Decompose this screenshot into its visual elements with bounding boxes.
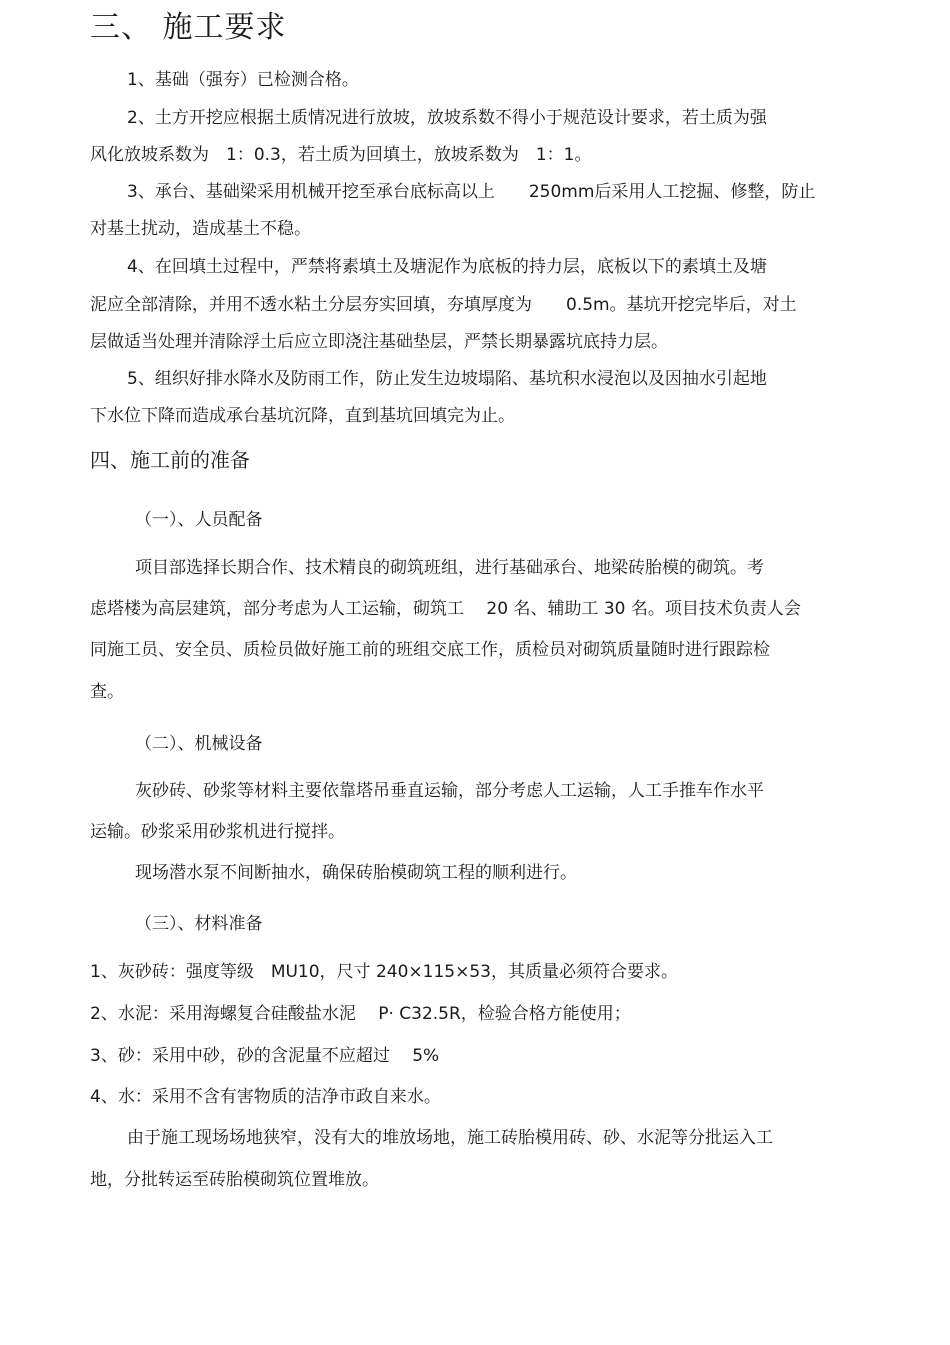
equipment-line-3: 现场潜水泵不间断抽水，确保砖胎模砌筑工程的顺利进行。: [135, 863, 577, 883]
equipment-line-1: 灰砂砖、砂浆等材料主要依靠塔吊垂直运输，部分考虑人工运输，人工手推车作水平: [135, 781, 764, 801]
requirement-4-line-1: 4、在回填土过程中，严禁将素填土及塘泥作为底板的持力层，底板以下的素填土及塘: [127, 257, 767, 277]
equipment-line-2: 运输。砂浆采用砂浆机进行搅拌。: [90, 822, 345, 842]
section-4-title: 四、施工前的准备: [90, 448, 250, 472]
material-item-3: 3、砂：采用中砂，砂的含泥量不应超过 5%: [90, 1046, 440, 1066]
materials-closing-line-2: 地，分批转运至砖胎模砌筑位置堆放。: [90, 1170, 379, 1190]
requirement-3-line-1: 3、承台、基础梁采用机械开挖至承台底标高以上 250mm后采用人工挖掘、修整，防止: [127, 182, 816, 202]
personnel-line-3: 同施工员、安全员、质检员做好施工前的班组交底工作，质检员对砌筑质量随时进行跟踪检: [90, 640, 770, 660]
section-3-title: 三、 施工要求: [90, 10, 287, 45]
personnel-line-4: 查。: [90, 682, 124, 702]
personnel-line-1: 项目部选择长期合作、技术精良的砌筑班组，进行基础承台、地梁砖胎模的砌筑。考: [135, 558, 764, 578]
requirement-2-line-2: 风化放坡系数为 1：0.3，若土质为回填土，放坡系数为 1：1。: [90, 145, 592, 165]
requirement-5-line-1: 5、组织好排水降水及防雨工作，防止发生边坡塌陷、基坑积水浸泡以及因抽水引起地: [127, 369, 767, 389]
material-item-4: 4、水：采用不含有害物质的洁净市政自来水。: [90, 1087, 441, 1107]
materials-heading: （三）、材料准备: [135, 914, 263, 934]
equipment-heading: （二）、机械设备: [135, 734, 263, 754]
material-item-2: 2、水泥：采用海螺复合硅酸盐水泥 P· C32.5R，检验合格方能使用；: [90, 1004, 631, 1024]
requirement-2-line-1: 2、土方开挖应根据土质情况进行放坡，放坡系数不得小于规范设计要求，若土质为强: [127, 108, 767, 128]
personnel-heading: （一）、人员配备: [135, 510, 263, 530]
requirement-3-line-2: 对基土扰动，造成基土不稳。: [90, 219, 311, 239]
materials-closing-line-1: 由于施工现场场地狭窄，没有大的堆放场地，施工砖胎模用砖、砂、水泥等分批运入工: [127, 1128, 773, 1148]
personnel-line-2: 虑塔楼为高层建筑，部分考虑为人工运输，砌筑工 20 名、辅助工 30 名。项目技术负责人会: [90, 599, 801, 619]
requirement-5-line-2: 下水位下降而造成承台基坑沉降，直到基坑回填完为止。: [90, 406, 515, 426]
requirement-4-line-2: 泥应全部清除，并用不透水粘土分层夯实回填，夯填厚度为 0.5m。基坑开挖完毕后，对土: [90, 295, 797, 315]
requirement-1: 1、基础（强夯）已检测合格。: [127, 70, 359, 90]
material-item-1: 1、灰砂砖：强度等级 MU10，尺寸 240×115×53，其质量必须符合要求。: [90, 962, 678, 982]
requirement-4-line-3: 层做适当处理并清除浮土后应立即浇注基础垫层，严禁长期暴露坑底持力层。: [90, 332, 668, 352]
